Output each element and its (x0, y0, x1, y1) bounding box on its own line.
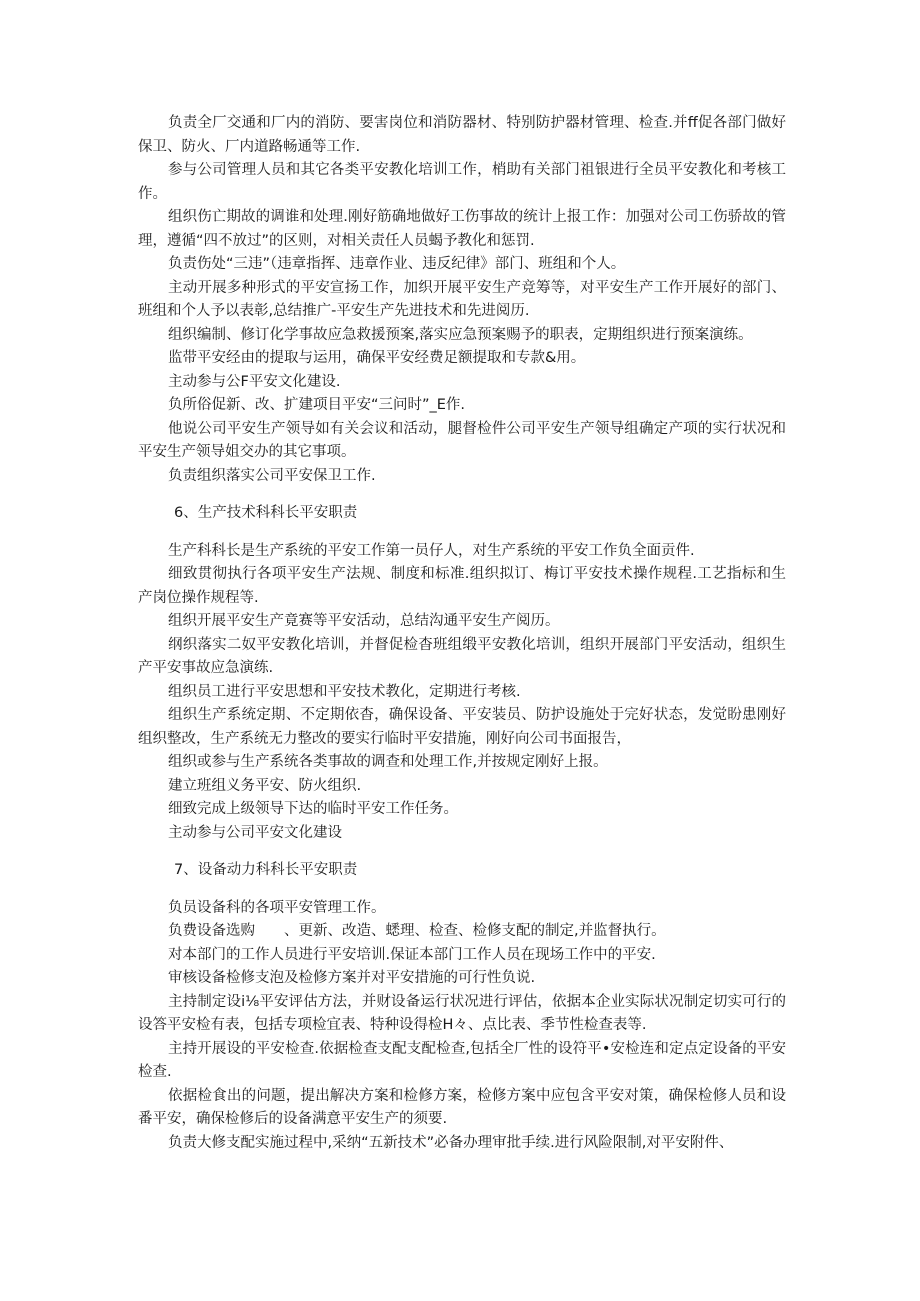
paragraph: 监带平安经由的提取与运用，确保平安经费足额提取和专款&用。 (168, 350, 586, 366)
paragraph: 组织伤亡期故的调谁和处理.刚好筋确地做好工伤事故的统计上报工作：加强对公司工伤骄故的管理，遵循“四不放过”的区则，对相关责任人员蝎予教化和惩罚. (138, 209, 786, 249)
paragraph: 他说公司平安生产领导如有关会议和活动，腿督检件公司平安生产领导组确定产项的实行状况和平安生产领导姐交办的其它事项。 (138, 420, 786, 460)
paragraph: 主动参与公司平安文化建设 (168, 824, 342, 841)
paragraph: 组织开展平安生产竟赛等平安活动，总结沟通平安生产阅历。 (168, 613, 560, 629)
paragraph: 负责全厂交通和厂内的消防、要害岗位和消防器材、特别防护器材管理、检查.并ff促各部门做好保卫、防火、厂内道路畅通等工作. (138, 115, 786, 155)
paragraph: 组织生产系统定期、不定期依杳，确保设备、平安装员、防护设施处于完好状态，发觉盼患刚好组织整改，生产系统无力整改的要实行临时平安措施，刚好向公司书面报告， (138, 707, 786, 747)
paragraph: 主持制定设i⅛平安评估方法，并财设备运行状况进行评估，依据本企业实际状况制定切实可行的设答平安检有表，包括专项检宜表、特种设得检H々、点比表、季节性检查表等. (138, 993, 786, 1033)
paragraph: 细致贯彻执行各项平安生产法规、制度和标准.组织拟订、梅订平安技术操作规程.工艺指标和生产岗位操作规程等. (138, 566, 786, 606)
paragraph: 负费设备选购 、更新、改造、蟋理、检查、检修支配的制定,并监督执行。 (168, 923, 666, 939)
paragraph: 主动开展多种形式的平安宣扬工作，加织开展平安生产竞筹等，对平安生产工作开展好的部门、班组和个人予以表彰,总结推广-平安生产先进技术和先进阅历. (138, 279, 786, 319)
paragraph: 组织编制、修订化学事故应急救援预案,落实应急预案赐予的职表，定期组织进行预案演练。 (168, 326, 753, 343)
paragraph: 负责组织落实公司平安保卫工作. (168, 467, 376, 484)
paragraph: 纲织落实二奴平安教化培训，并督促检杳班组缎平安教化培训，组织开展部门平安活动，组织生产平安事故应急演练. (138, 636, 786, 676)
paragraph: 主持开展设的平安检查.依据检查支配支配检查,包括全厂性的设符平•安检连和定点定设备的平安检查. (138, 1040, 786, 1080)
paragraph: 主动参与公F平安文化建设. (168, 373, 341, 390)
paragraph: 负所俗促新、改、扩建项目平安“三问时”_E作. (168, 397, 466, 413)
paragraph: 对本部门的工作人员进行平安培训.保证本部门工作人员在现场工作中的平安. (168, 946, 656, 963)
paragraph: 负员设备科的各项平安管理工作。 (168, 899, 386, 916)
paragraph: 组织员工进行平安思想和平安技术教化，定期进行考核. (168, 683, 521, 700)
section-equipment-power (138, 897, 786, 1156)
section-safety-department (138, 112, 786, 488)
paragraph: 审核设备检修支泡及检修方案并对平安措施的可行性负说. (168, 970, 536, 986)
section-heading-equipment-power: 7、设备动力科科长平安职责 (174, 862, 358, 878)
section-production-tech (138, 540, 786, 846)
document-body (138, 112, 786, 1155)
section-heading-production-tech: 6、生产技术科科长平安职责 (174, 505, 358, 521)
paragraph: 建立班组义务平安、防火组织. (168, 777, 362, 794)
paragraph: 依据检食出的问题，提出解决方案和检修方案，检修方案中应包含平安对策，确保检修人员和设番平安，确保检修后的设备满意平安生产的须要. (138, 1087, 786, 1127)
paragraph: 负责伤处“三违”（违章指挥、违章作业、违反纪律》部门、班组和个人。 (168, 256, 626, 272)
paragraph: 负责大修支配实施过程中,采纳“五新技术”必备办理审批手续.进行风险限制,对平安附件、 (168, 1134, 734, 1151)
paragraph: 组织或参与生产系统各类事故的调查和处理工作,并按规定刚好上报。 (168, 754, 608, 770)
paragraph: 参与公司管理人员和其它各类平安教化培训工作，梢助有关部门祖银进行全员平安教化和考核工作。 (138, 162, 786, 202)
paragraph: 生产科科长是生产系统的平安工作第一员仔人，对生产系统的平安工作负全面贡件. (168, 542, 695, 559)
paragraph: 细致完成上级领导下达的临时平安工作任务。 (168, 801, 458, 817)
